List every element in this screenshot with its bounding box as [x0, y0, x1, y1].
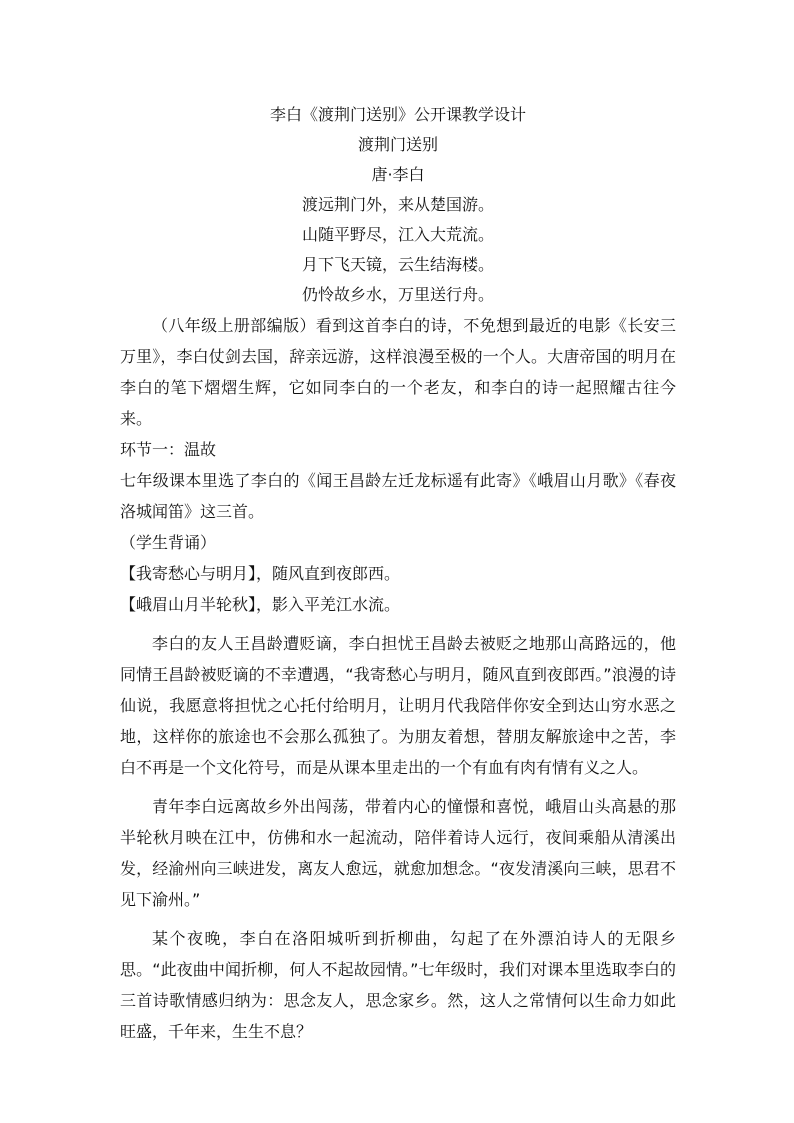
body-paragraph: 李白的友人王昌龄遭贬谪，李白担忧王昌龄去被贬之地那山高路远的，他同情王昌龄被贬谪的不幸遭遇，“我寄愁心与明月，随风直到夜郎西。”浪漫的诗仙说，我愿意将担忧之心托付给明月，让明月代我陪伴你安全到达山穷水恶之地，这样你的旅途也不会那么孤独了。为朋友着想，替朋友解旅途中之苦，李白不再是一个文化符号，而是从课本里走出的一个有血有肉有情有义之人。	[120, 634, 676, 777]
recite-line: 【峨眉山月半轮秋】，影入平羌江水流。	[120, 595, 401, 614]
poem-line: 月下飞天镜，云生结海楼。	[301, 255, 494, 274]
body-paragraph: 某个夜晚，李白在洛阳城听到折柳曲，勾起了在外漂泊诗人的无限乡思。“此夜曲中闻折柳，何人不起故园情。”七年级时，我们对课本里选取李白的三首诗歌情感归纳为：思念友人，思念家乡。然，这人之常情何以生命力如此旺盛，千年来，生生不息？	[120, 929, 676, 1041]
poem-line: 山随平野尽，江入大荒流。	[301, 225, 494, 244]
poem-author: 唐·李白	[371, 165, 425, 184]
intro-paragraph: （八年级上册部编版）看到这首李白的诗，不免想到最近的电影《长安三万里》，李白仗剑去国，辞亲远游，这样浪漫至极的一个人。大唐帝国的明月在李白的笔下熠熠生辉，它如同李白的一个老友，和李白的诗一起照耀古往今来。	[120, 316, 676, 428]
poem-title: 渡荆门送别	[357, 135, 438, 154]
document-page	[120, 100, 676, 1047]
recite-line: 【我寄愁心与明月】，随风直到夜郎西。	[120, 564, 401, 583]
document-title: 李白《渡荆门送别》公开课教学设计	[269, 105, 526, 124]
poem-line: 仍怜故乡水，万里送行舟。	[301, 285, 494, 304]
review-paragraph: 七年级课本里选了李白的《闻王昌龄左迁龙标遥有此寄》《峨眉山月歌》《春夜洛城闻笛》这三首。	[120, 471, 676, 521]
poem-line: 渡远荆门外，来从楚国游。	[301, 195, 494, 214]
body-paragraph: 青年李白远离故乡外出闯荡，带着内心的憧憬和喜悦，峨眉山头高悬的那半轮秋月映在江中，仿佛和水一起流动，陪伴着诗人远行，夜间乘船从清溪出发，经渝州向三峡进发，离友人愈远，就愈加想念。“夜发清溪向三峡，思君不见下渝州。”	[120, 797, 676, 909]
recite-note: （学生背诵）	[120, 533, 217, 552]
section-heading: 环节一：温故	[120, 440, 217, 459]
